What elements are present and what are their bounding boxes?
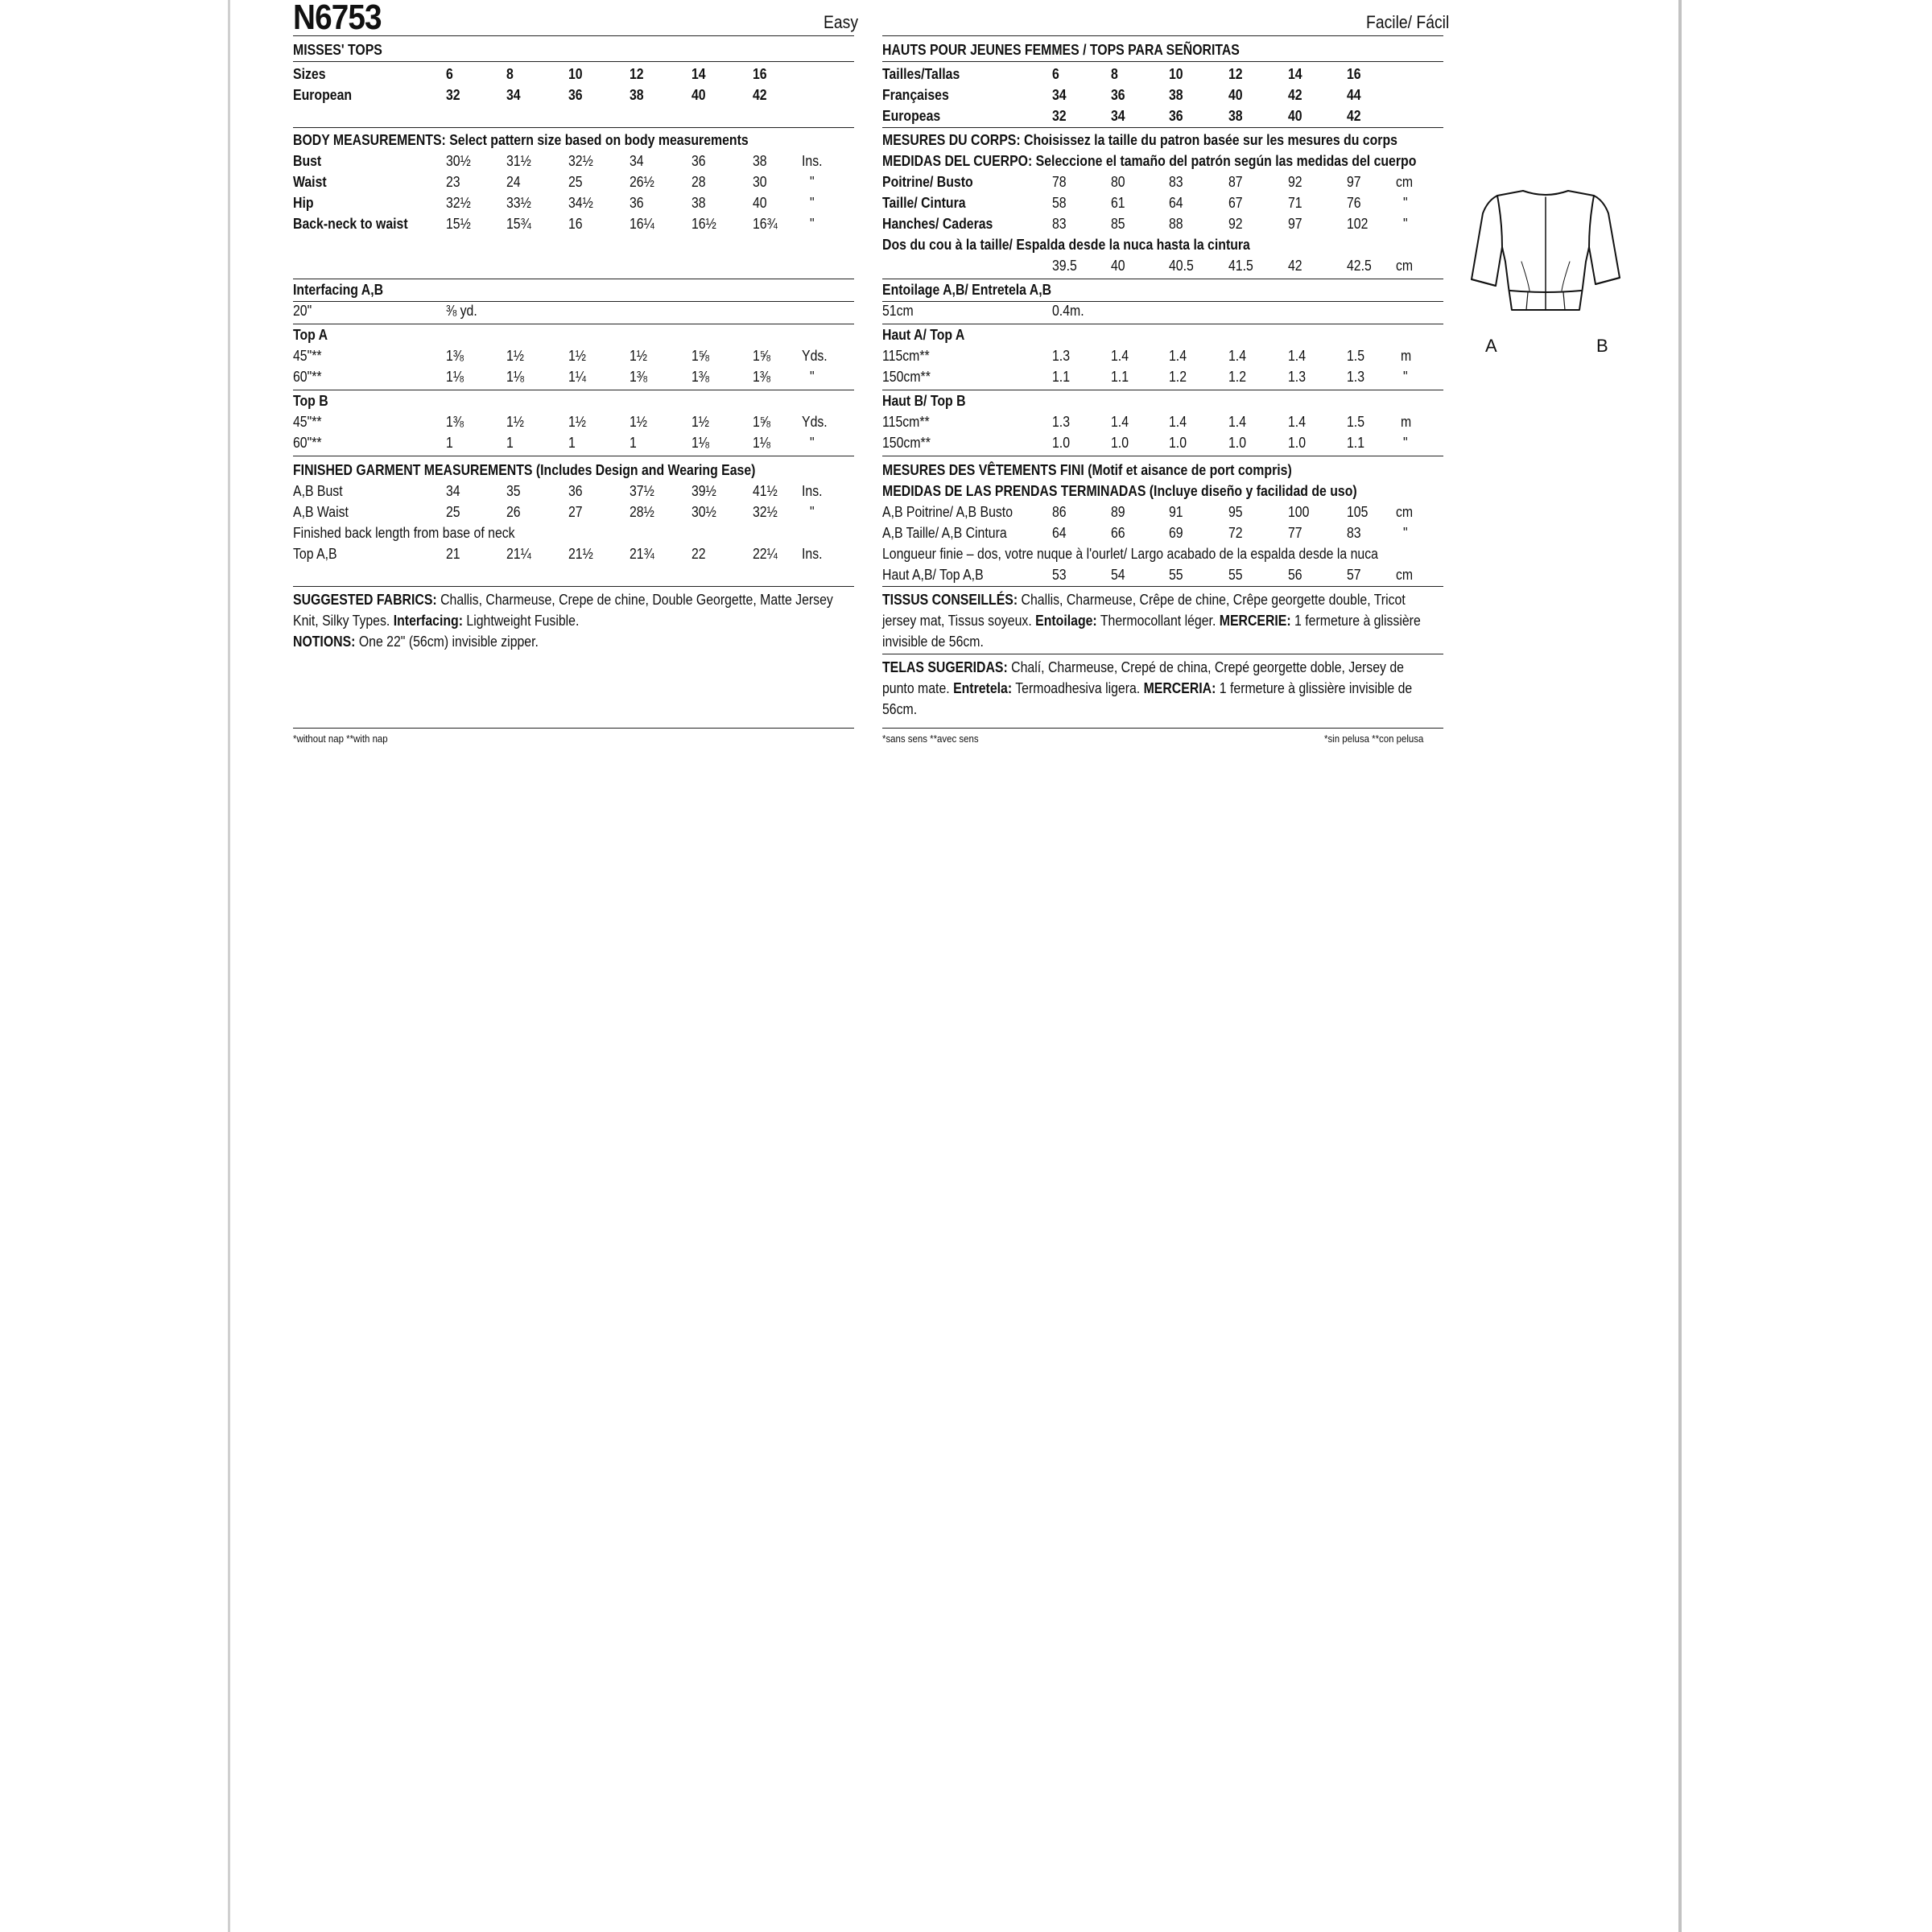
size-cell: 16 [753,66,767,82]
table-cell: 1½ [506,414,525,430]
table-cell: 38 [691,195,706,211]
fabrics-label-es: TELAS SUGERIDAS: [882,659,1008,675]
suggested-fabrics [293,589,845,652]
table-cell: 1⅜ [753,369,771,385]
entretela-label: Entretela: [953,680,1013,696]
fabrics-label: SUGGESTED FABRICS: [293,592,437,608]
table-cell: 1.5 [1347,414,1365,430]
table-cell: 26 [506,504,521,520]
size-cell: 42 [1347,108,1361,124]
row-label: A,B Poitrine/ A,B Busto [882,504,1013,520]
table-cell: 55 [1169,567,1183,583]
table-cell: 1.0 [1111,435,1129,451]
table-cell: 38 [753,153,767,169]
unit-cell: " [810,369,815,385]
unit-cell: cm [1396,567,1414,583]
table-cell: 1.3 [1052,414,1071,430]
table-cell: 32½ [446,195,471,211]
table-cell: 1.4 [1169,414,1187,430]
table-cell: 97 [1347,174,1361,190]
table-cell: 15½ [446,216,471,232]
table-cell: 1.2 [1169,369,1187,385]
unit-cell: " [1403,435,1408,451]
row-label: 115cm** [882,414,930,430]
table-cell: 1½ [506,348,525,364]
row-label: Top A,B [293,546,337,562]
table-cell: 1½ [691,414,710,430]
table-cell: 1.3 [1347,369,1365,385]
table-cell: 1⅛ [691,435,710,451]
divider [293,728,854,729]
table-cell: 92 [1288,174,1302,190]
table-cell: 97 [1288,216,1302,232]
table-cell: 16¾ [753,216,778,232]
unit-cell: Yds. [802,348,828,364]
body-measurements-heading: BODY MEASUREMENTS: Select pattern size based on body measurements [293,132,749,148]
size-cell: 8 [1111,66,1118,82]
row-label: 60"** [293,435,322,451]
row-label: Hanches/ Caderas [882,216,993,232]
size-cell: 8 [506,66,514,82]
table-cell: 72 [1228,525,1243,541]
table-cell: 77 [1288,525,1302,541]
table-cell: 40.5 [1169,258,1194,274]
divider [293,61,854,62]
table-cell: 28½ [630,504,654,520]
interfacing-width-fr: 51cm [882,303,914,319]
row-label: 45"** [293,414,322,430]
divider [882,127,1443,128]
row-label: Poitrine/ Busto [882,174,973,190]
mercerie-text: 1 fermeture à glissière invisible de 56cm. [882,613,1421,650]
divider [293,301,854,302]
unit-cell: Yds. [802,414,828,430]
table-cell: 105 [1347,504,1368,520]
row-label: Bust [293,153,322,169]
size-cell: 6 [446,66,453,82]
table-cell: 16¼ [630,216,654,232]
notions-text: One 22" (56cm) invisible zipper. [355,634,539,650]
size-cell: 34 [506,87,521,103]
table-cell: 58 [1052,195,1067,211]
table-cell: 1 [506,435,514,451]
top-b-label: Top B [293,393,328,409]
row-label: Haut A,B/ Top A,B [882,567,984,583]
view-a-label: A [1485,336,1497,356]
size-cell: 34 [1111,108,1125,124]
row-label: Waist [293,174,327,190]
table-cell: 21½ [568,546,593,562]
interfacing-amount: ⅜ yd. [446,303,477,319]
table-cell: 83 [1052,216,1067,232]
peplum-pleat [1526,292,1528,310]
table-cell: 16 [568,216,583,232]
unit-cell: m [1401,348,1412,364]
table-cell: 67 [1228,195,1243,211]
table-cell: 37½ [630,483,654,499]
table-cell: 21¼ [506,546,531,562]
table-cell: 35 [506,483,521,499]
table-cell: 80 [1111,174,1125,190]
divider [293,35,854,36]
table-cell: 39.5 [1052,258,1077,274]
size-cell: 10 [568,66,583,82]
table-cell: 1⅜ [446,414,464,430]
size-cell: 36 [1169,108,1183,124]
table-cell: 1.4 [1228,414,1247,430]
table-cell: 54 [1111,567,1125,583]
table-cell: 1⅜ [630,369,648,385]
size-cell: 12 [630,66,644,82]
table-cell: 1⅝ [691,348,710,364]
difficulty-label: Easy [824,12,859,32]
fabrics-text-es: Chalí, Charmeuse, Crepé de china, Crepé georgette doble, Jersey de punto mate. [882,659,1404,696]
table-cell: 41.5 [1228,258,1253,274]
table-cell: 61 [1111,195,1125,211]
table-cell: 33½ [506,195,531,211]
table-cell: 1⅝ [753,414,771,430]
size-cell: 12 [1228,66,1243,82]
fabrics-label-fr: TISSUS CONSEILLÉS: [882,592,1018,608]
interfacing-amount-fr: 0.4m. [1052,303,1084,319]
top-a-label-fr: Haut A/ Top A [882,327,965,343]
table-cell: 83 [1169,174,1183,190]
finished-heading-fr: MESURES DES VÊTEMENTS FINI (Motif et aisance de port compris) [882,462,1292,478]
interfacing-width: 20" [293,303,312,319]
unit-cell: " [1403,216,1408,232]
table-cell: 1.4 [1111,414,1129,430]
unit-cell: " [810,174,815,190]
table-cell: 21¾ [630,546,654,562]
table-cell: 34 [446,483,460,499]
table-cell: 1.4 [1169,348,1187,364]
table-cell: 102 [1347,216,1368,232]
table-cell: 30 [753,174,767,190]
unit-cell: Ins. [802,153,823,169]
table-cell: 23 [446,174,460,190]
size-cell: 14 [691,66,706,82]
table-cell: 55 [1228,567,1243,583]
table-cell: 1 [446,435,453,451]
divider [882,301,1443,302]
table-cell: 86 [1052,504,1067,520]
table-cell: 40 [1111,258,1125,274]
row-label: 45"** [293,348,322,364]
table-cell: 91 [1169,504,1183,520]
table-cell: 1.0 [1052,435,1071,451]
right-sleeve-hem [1596,278,1620,284]
divider [882,61,1443,62]
size-cell: 40 [1288,108,1302,124]
finished-heading-es: MEDIDAS DE LAS PRENDAS TERMINADAS (Incluye diseño y facilidad de uso) [882,483,1357,499]
table-cell: 1.4 [1111,348,1129,364]
size-cell: 40 [1228,87,1243,103]
table-cell: 1.4 [1288,348,1307,364]
size-cell: 36 [568,87,583,103]
size-cell: 34 [1052,87,1067,103]
european-label: European [293,87,353,103]
body-heading-fr: MESURES DU CORPS: Choisissez la taille du patron basée sur les mesures du corps [882,132,1397,148]
table-cell: 83 [1347,525,1361,541]
mercerie-label: MERCERIE: [1219,613,1291,629]
suggested-fabrics-es [882,657,1435,720]
interfacing-note-text: Lightweight Fusible. [462,613,580,629]
table-cell: 76 [1347,195,1361,211]
footnote: *without nap **with nap [293,733,388,745]
entretela-text: Termoadhesiva ligera. [1012,680,1144,696]
view-b-label: B [1596,336,1608,356]
merceria-label: MERCERIA: [1143,680,1216,696]
divider [882,35,1443,36]
top-a-label: Top A [293,327,328,343]
table-cell: 100 [1288,504,1310,520]
unit-cell: " [810,435,815,451]
table-cell: 64 [1169,195,1183,211]
table-cell: 1½ [568,414,587,430]
interfacing-label-fr: Entoilage A,B/ Entretela A,B [882,282,1052,298]
bodice-drape [1521,262,1530,291]
table-cell: 1⅛ [753,435,771,451]
table-cell: 78 [1052,174,1067,190]
entoilage-text: Thermocollant léger. [1096,613,1220,629]
table-cell: 1.5 [1347,348,1365,364]
table-cell: 16½ [691,216,716,232]
table-cell: 36 [630,195,644,211]
section-title-fr: HAUTS POUR JEUNES FEMMES / TOPS PARA SEÑORITAS [882,42,1240,58]
table-cell: 25 [446,504,460,520]
unit-cell: Ins. [802,546,823,562]
unit-cell: " [810,216,815,232]
garment-back-view-illustration [1465,181,1626,334]
table-cell: 1 [568,435,576,451]
table-cell: 1.0 [1228,435,1247,451]
table-cell: 1.1 [1052,369,1071,385]
unit-cell: " [1403,369,1408,385]
table-cell: 25 [568,174,583,190]
divider [293,586,854,587]
table-cell: 34 [630,153,644,169]
footnote-fr: *sans sens **avec sens [882,733,979,745]
row-label: A,B Waist [293,504,349,520]
table-cell: 69 [1169,525,1183,541]
table-cell: 1⅛ [506,369,525,385]
table-cell: 1¼ [568,369,587,385]
fabrics-text-fr: Challis, Charmeuse, Crêpe de chine, Crêpe georgette double, Tricot jersey mat, Tissus soyeux. [882,592,1406,629]
table-cell: 1 [630,435,637,451]
table-cell: 31½ [506,153,531,169]
suggested-fabrics-fr [882,589,1435,652]
unit-cell: cm [1396,174,1414,190]
table-cell: 36 [568,483,583,499]
divider [882,728,1443,729]
row-label: A,B Taille/ A,B Cintura [882,525,1007,541]
unit-cell: cm [1396,504,1414,520]
size-cell: 6 [1052,66,1059,82]
size-cell: 16 [1347,66,1361,82]
table-cell: 15¾ [506,216,531,232]
size-cell: 44 [1347,87,1361,103]
size-cell: 32 [1052,108,1067,124]
table-cell: 27 [568,504,583,520]
row-label: A,B Bust [293,483,343,499]
finished-measurements-heading: FINISHED GARMENT MEASUREMENTS (Includes Design and Wearing Ease) [293,462,756,478]
row-label: 150cm** [882,435,931,451]
table-cell: 1.0 [1288,435,1307,451]
row-label: Back-neck to waist [293,216,408,232]
table-cell: 1.4 [1288,414,1307,430]
table-cell: 1.0 [1169,435,1187,451]
table-cell: 1.2 [1228,369,1247,385]
size-cell: 36 [1111,87,1125,103]
table-cell: 32½ [568,153,593,169]
bodice-drape [1562,262,1570,291]
table-cell: 42.5 [1347,258,1372,274]
size-cell: 42 [753,87,767,103]
row-label: 150cm** [882,369,931,385]
sizes-label-fr: Tailles/Tallas [882,66,960,82]
merceria-text: 1 fermeture à glissière invisible de 56cm. [882,680,1413,717]
back-label-fr: Dos du cou à la taille/ Espalda desde la nuca hasta la cintura [882,237,1250,253]
table-cell: 34½ [568,195,593,211]
table-cell: 95 [1228,504,1243,520]
body-heading-es: MEDIDAS DEL CUERPO: Seleccione el tamaño del patrón según las medidas del cuerpo [882,153,1417,169]
size-cell: 14 [1288,66,1302,82]
row-label: 115cm** [882,348,930,364]
size-cell: 38 [1169,87,1183,103]
table-cell: 41½ [753,483,778,499]
table-cell: 24 [506,174,521,190]
back-length-label: Finished back length from base of neck [293,525,515,541]
table-cell: 39½ [691,483,716,499]
row-label: Hip [293,195,314,211]
table-cell: 1.4 [1228,348,1247,364]
europeas-label: Europeas [882,108,941,124]
divider [293,127,854,128]
table-cell: 1⅜ [691,369,710,385]
table-cell: 57 [1347,567,1361,583]
size-cell: 38 [1228,108,1243,124]
sizes-label: Sizes [293,66,326,82]
footnote-es: *sin pelusa **con pelusa [1324,733,1424,745]
table-cell: 1⅜ [446,348,464,364]
table-cell: 66 [1111,525,1125,541]
unit-cell: m [1401,414,1412,430]
table-cell: 88 [1169,216,1183,232]
difficulty-label-fr: Facile/ Fácil [1366,12,1450,32]
unit-cell: " [1403,195,1408,211]
table-cell: 42 [1288,258,1302,274]
table-cell: 64 [1052,525,1067,541]
table-cell: 26½ [630,174,654,190]
table-cell: 1.3 [1288,369,1307,385]
size-cell: 42 [1288,87,1302,103]
size-cell: 32 [446,87,460,103]
table-cell: 32½ [753,504,778,520]
neckline [1523,191,1568,195]
table-cell: 1.1 [1347,435,1365,451]
unit-cell: " [810,195,815,211]
armhole-right [1589,196,1594,247]
row-label: Taille/ Cintura [882,195,966,211]
table-cell: 1.1 [1111,369,1129,385]
armhole-left [1497,196,1502,247]
table-cell: 1.3 [1052,348,1071,364]
back-length-label-fr: Longueur finie – dos, votre nuque à l'ourlet/ Largo acabado de la espalda desde la nuca [882,546,1378,562]
unit-cell: " [810,504,815,520]
table-cell: 1⅛ [446,369,464,385]
size-cell: 38 [630,87,644,103]
table-cell: 53 [1052,567,1067,583]
peplum-pleat [1563,292,1565,310]
divider [882,586,1443,587]
table-cell: 92 [1228,216,1243,232]
pattern-number: N6753 [293,0,382,37]
table-cell: 40 [753,195,767,211]
table-cell: 1½ [568,348,587,364]
table-cell: 1⅝ [753,348,771,364]
size-cell: 40 [691,87,706,103]
table-cell: 1½ [630,348,648,364]
top-b-label-fr: Haut B/ Top B [882,393,966,409]
table-cell: 30½ [446,153,471,169]
table-cell: 87 [1228,174,1243,190]
section-title: MISSES' TOPS [293,42,382,58]
table-cell: 28 [691,174,706,190]
table-cell: 30½ [691,504,716,520]
size-cell: 10 [1169,66,1183,82]
entoilage-label: Entoilage: [1035,613,1097,629]
table-cell: 21 [446,546,460,562]
table-cell: 56 [1288,567,1302,583]
table-cell: 22 [691,546,706,562]
interfacing-note-label: Interfacing: [393,613,463,629]
unit-cell: " [1403,525,1408,541]
french-sizes-label: Françaises [882,87,949,103]
unit-cell: cm [1396,258,1414,274]
table-cell: 71 [1288,195,1302,211]
fabrics-text: Challis, Charmeuse, Crepe de chine, Double Georgette, Matte Jersey Knit, Silky Types. [293,592,833,629]
notions-label: NOTIONS: [293,634,356,650]
unit-cell: Ins. [802,483,823,499]
row-label: 60"** [293,369,322,385]
table-cell: 22¼ [753,546,778,562]
table-cell: 89 [1111,504,1125,520]
left-sleeve-hem [1472,279,1496,286]
interfacing-label: Interfacing A,B [293,282,384,298]
table-cell: 36 [691,153,706,169]
table-cell: 1½ [630,414,648,430]
table-cell: 85 [1111,216,1125,232]
